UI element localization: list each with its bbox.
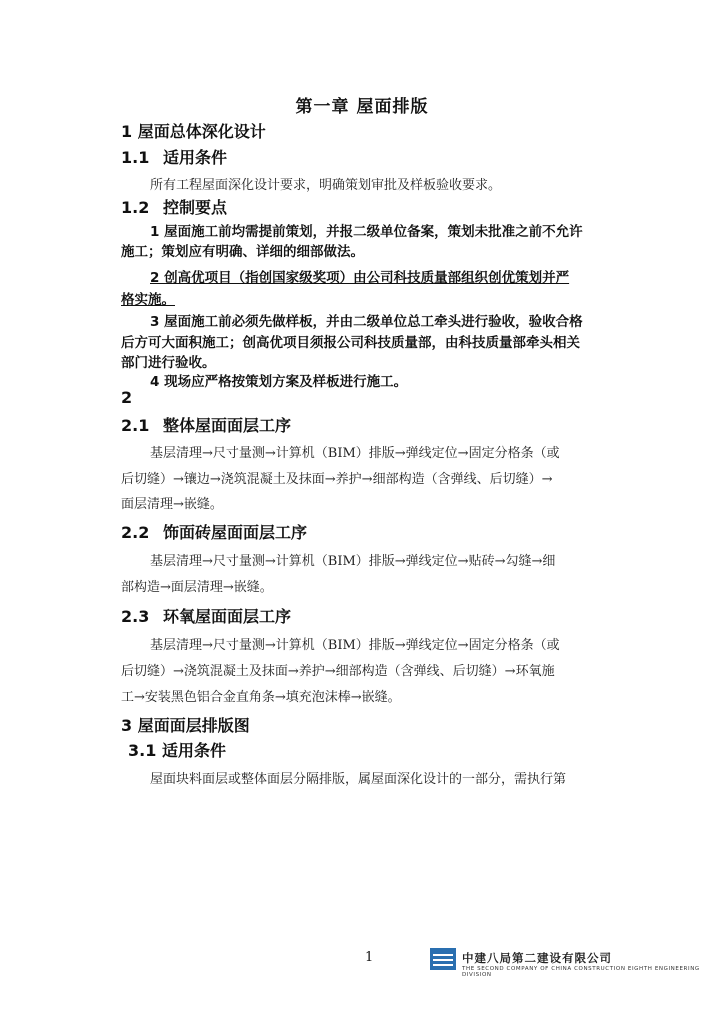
paragraph-line: 基层清理→尺寸量测→计算机（BIM）排版→弹线定位→固定分格条（或 [150, 446, 560, 461]
paragraph-line: 部构造→面层清理→嵌缝。 [121, 580, 273, 595]
section-title: 饰面砖屋面面层工序 [163, 523, 308, 542]
section-2-2-heading [121, 520, 307, 543]
paragraph-line: 基层清理→尺寸量测→计算机（BIM）排版→弹线定位→贴砖→勾缝→细 [150, 554, 556, 569]
paragraph-line: 2 创高优项目（指创国家级奖项）由公司科技质量部组织创优策划并严 [150, 270, 570, 286]
section-2-heading: 2 [121, 388, 133, 407]
chapter-title: 第一章 屋面排版 [295, 97, 429, 117]
paragraph-line: 施工；策划应有明确、详细的细部做法。 [121, 244, 364, 260]
section-number: 1.2 [121, 198, 150, 217]
paragraph-line: 工→安装黑色铝合金直角条→填充泡沫棒→嵌缝。 [121, 690, 401, 705]
section-3-heading: 3 屋面面层排版图 [121, 716, 250, 735]
section-title: 环氧屋面面层工序 [163, 607, 292, 626]
paragraph-line: 基层清理→尺寸量测→计算机（BIM）排版→弹线定位→固定分格条（或 [150, 638, 560, 653]
section-1-1-heading [121, 145, 227, 168]
section-title: 适用条件 [163, 148, 228, 167]
section-number: 2.3 [121, 607, 150, 626]
paragraph-line: 4 现场应严格按策划方案及样板进行施工。 [150, 374, 408, 390]
section-1-heading: 1 屋面总体深化设计 [121, 122, 266, 141]
section-number: 2.2 [121, 523, 150, 542]
page-number: 1 [365, 950, 374, 965]
section-title: 控制要点 [163, 198, 228, 217]
section-number: 3.1 [128, 741, 157, 760]
paragraph-line: 后切缝）→浇筑混凝土及抹面→养护→细部构造（含弹线、后切缝）→环氧施 [121, 664, 555, 679]
paragraph-line: 面层清理→嵌缝。 [121, 497, 223, 512]
paragraph-line: 后方可大面积施工；创高优项目须报公司科技质量部，由科技质量部牵头相关 [121, 335, 580, 351]
company-logo-icon [430, 948, 456, 970]
paragraph-line: 所有工程屋面深化设计要求，明确策划审批及样板验收要求。 [150, 178, 502, 193]
section-2-1-heading [121, 413, 291, 436]
company-name: 中建八局第二建设有限公司 [462, 951, 612, 965]
section-title: 整体屋面面层工序 [163, 416, 292, 435]
section-2-3-heading [121, 604, 291, 627]
section-1-2-heading [121, 195, 227, 218]
paragraph-line: 后切缝）→镶边→浇筑混凝土及抹面→养护→细部构造（含弹线、后切缝）→ [121, 472, 553, 487]
section-number: 2.1 [121, 416, 150, 435]
paragraph-line: 格实施。 [121, 292, 175, 308]
paragraph-line: 屋面块料面层或整体面层分隔排版，属屋面深化设计的一部分，需执行第 [150, 772, 567, 787]
paragraph-line: 3 屋面施工前必须先做样板，并由二级单位总工牵头进行验收，验收合格 [150, 314, 583, 330]
section-3-1-heading [128, 738, 226, 761]
paragraph-line: 1 屋面施工前均需提前策划，并报二级单位备案，策划未批准之前不允许 [150, 224, 583, 240]
paragraph-line: 部门进行验收。 [121, 355, 216, 371]
section-number: 1.1 [121, 148, 150, 167]
section-title: 适用条件 [162, 741, 227, 760]
company-name-english: THE SECOND COMPANY OF CHINA CONSTRUCTION EIGHTH ENGINEERING DIVISION [462, 966, 700, 978]
